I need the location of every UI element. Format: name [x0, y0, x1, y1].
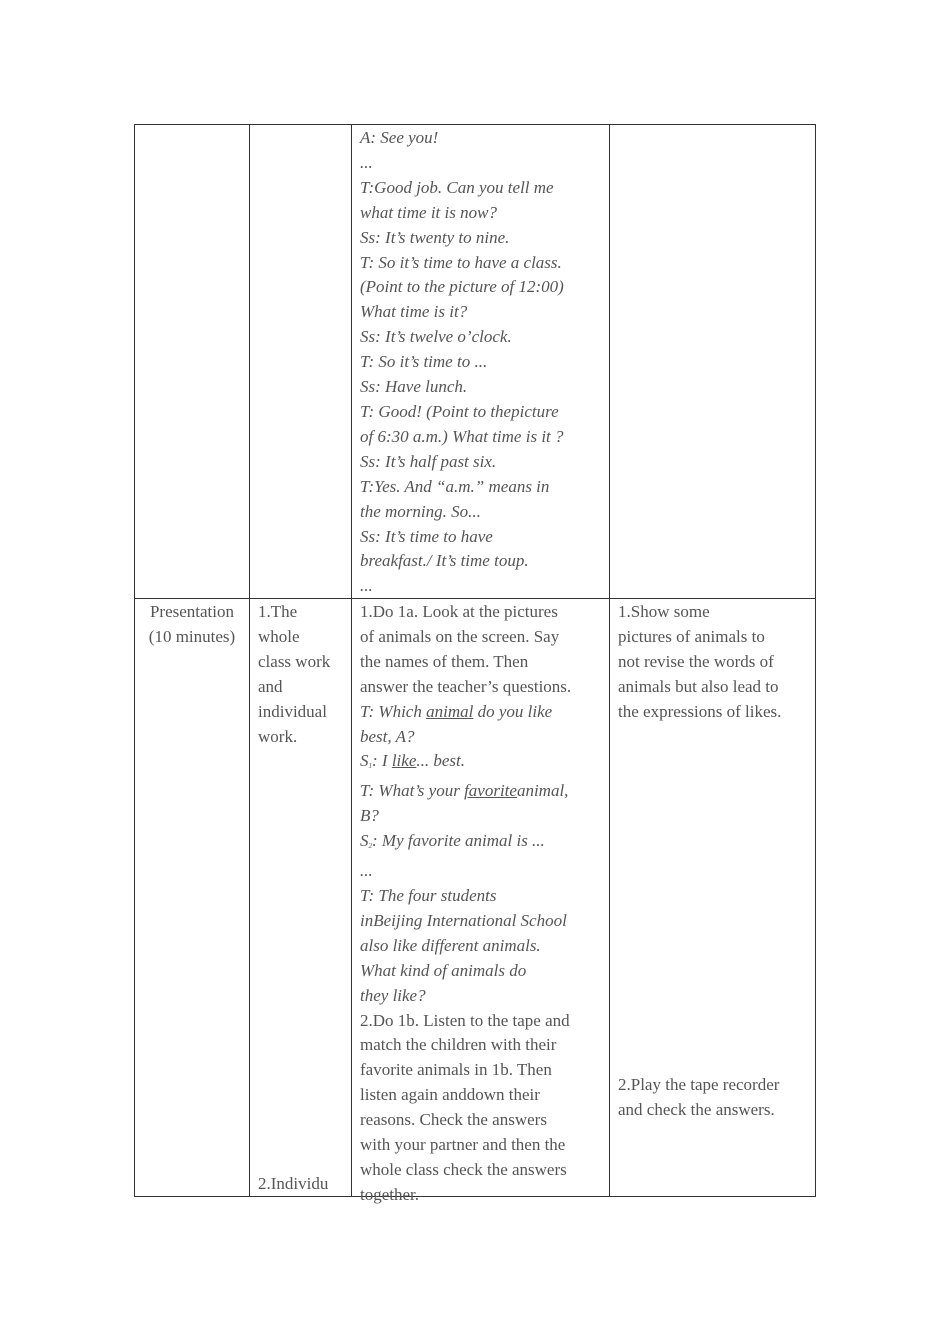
procedure-line: 1.Do 1a. Look at the pictures: [360, 602, 558, 621]
dialogue-line: What time is it?: [360, 302, 468, 322]
purpose-line: not revise the words of: [618, 651, 774, 671]
procedure-line: they like?: [360, 985, 426, 1005]
dialogue-line: (Point to the picture of 12:00): [360, 277, 564, 297]
purpose-line: 2.Play the tape recorder: [618, 1075, 780, 1094]
procedure-line: $S_2$: My favorite animal is ...: [360, 831, 545, 851]
procedure-line: listen again anddown their: [360, 1085, 540, 1105]
dialogue-line: Ss: Have lunch.: [360, 377, 468, 397]
procedure-line: B?: [360, 806, 379, 826]
procedure-line: reasons. Check the answers: [360, 1110, 547, 1130]
lesson-plan-table: [134, 124, 816, 1204]
dialogue-line: ...: [360, 152, 373, 172]
dialogue-line: what time it is now?: [360, 202, 497, 222]
purpose-cell: [618, 600, 781, 725]
procedure-line: ...: [360, 861, 373, 881]
dialogue-line: T: So it’s time to ...: [360, 352, 488, 372]
dialogue-line: Ss: It’s half past six.: [360, 451, 497, 471]
table-right-border: [815, 124, 816, 1197]
mode-line: whole: [258, 626, 300, 646]
procedure-line: of animals on the screen. Say: [360, 626, 560, 646]
purpose-cell-2: [618, 1073, 779, 1123]
interaction-mode-cell: [258, 600, 330, 749]
purpose-line: animals but also lead to: [618, 676, 779, 696]
column-divider-1: [249, 124, 250, 1197]
procedure-line: match the children with their: [360, 1035, 557, 1055]
stage-name: Presentation: [149, 602, 235, 621]
stage-duration: (10 minutes): [148, 626, 236, 646]
mode-line: and: [258, 676, 283, 696]
interaction-mode-2: [258, 1172, 328, 1197]
purpose-line: and check the answers.: [618, 1099, 775, 1119]
procedure-line: T: Which animal do you like: [360, 701, 553, 721]
column-divider-2: [351, 124, 352, 1197]
procedure-line: best, A?: [360, 726, 415, 746]
procedure-line: T: What’s your favoriteanimal,: [360, 781, 569, 801]
table-left-border: [134, 124, 135, 1197]
procedure-line: $S_1$: I like... best.: [360, 751, 466, 771]
purpose-line: 1.Show some: [618, 602, 710, 621]
dialogue-line: T:Yes. And “a.m.” means in: [360, 476, 550, 496]
mode-line: class work: [258, 651, 331, 671]
dialogue-line: Ss: It’s time to have: [360, 526, 493, 546]
dialogue-line: T: Good! (Point to thepicture: [360, 401, 559, 421]
procedure-line: 2.Do 1b. Listen to the tape and: [360, 1010, 570, 1030]
procedure-line: whole class check the answers: [360, 1159, 567, 1179]
dialogue-line: A: See you!: [360, 128, 439, 147]
procedure-line: favorite animals in 1b. Then: [360, 1060, 552, 1080]
purpose-line: pictures of animals to: [618, 626, 765, 646]
procedure-cell: [360, 600, 571, 1208]
dialogue-line: T: So it’s time to have a class.: [360, 252, 562, 272]
stage-cell: [135, 600, 249, 650]
procedure-line: also like different animals.: [360, 935, 541, 955]
procedure-line: answer the teacher’s questions.: [360, 676, 572, 696]
dialogue-line: the morning. So...: [360, 501, 481, 521]
procedure-line: together.: [360, 1184, 420, 1204]
dialogue-line: breakfast./ It’s time toup.: [360, 551, 529, 571]
mode-line: 2.Individu: [258, 1174, 329, 1193]
procedure-line: with your partner and then the: [360, 1135, 566, 1155]
procedure-line: inBeijing International School: [360, 910, 567, 930]
procedure-line: What kind of animals do: [360, 960, 527, 980]
dialogue-line: ...: [360, 576, 373, 596]
mode-line: work.: [258, 726, 298, 746]
purpose-line: the expressions of likes.: [618, 701, 782, 721]
dialogue-line: Ss: It’s twenty to nine.: [360, 227, 510, 247]
table-top-border: [134, 124, 816, 125]
procedure-line: the names of them. Then: [360, 651, 529, 671]
dialogue-line: Ss: It’s twelve o’clock.: [360, 327, 512, 347]
dialogue-line: of 6:30 a.m.) What time is it ?: [360, 426, 564, 446]
row1-procedure-cell: [360, 126, 564, 599]
mode-line: 1.The: [258, 602, 298, 621]
procedure-line: T: The four students: [360, 885, 497, 905]
dialogue-line: T:Good job. Can you tell me: [360, 177, 554, 197]
mode-line: individual: [258, 701, 327, 721]
column-divider-3: [609, 124, 610, 1197]
